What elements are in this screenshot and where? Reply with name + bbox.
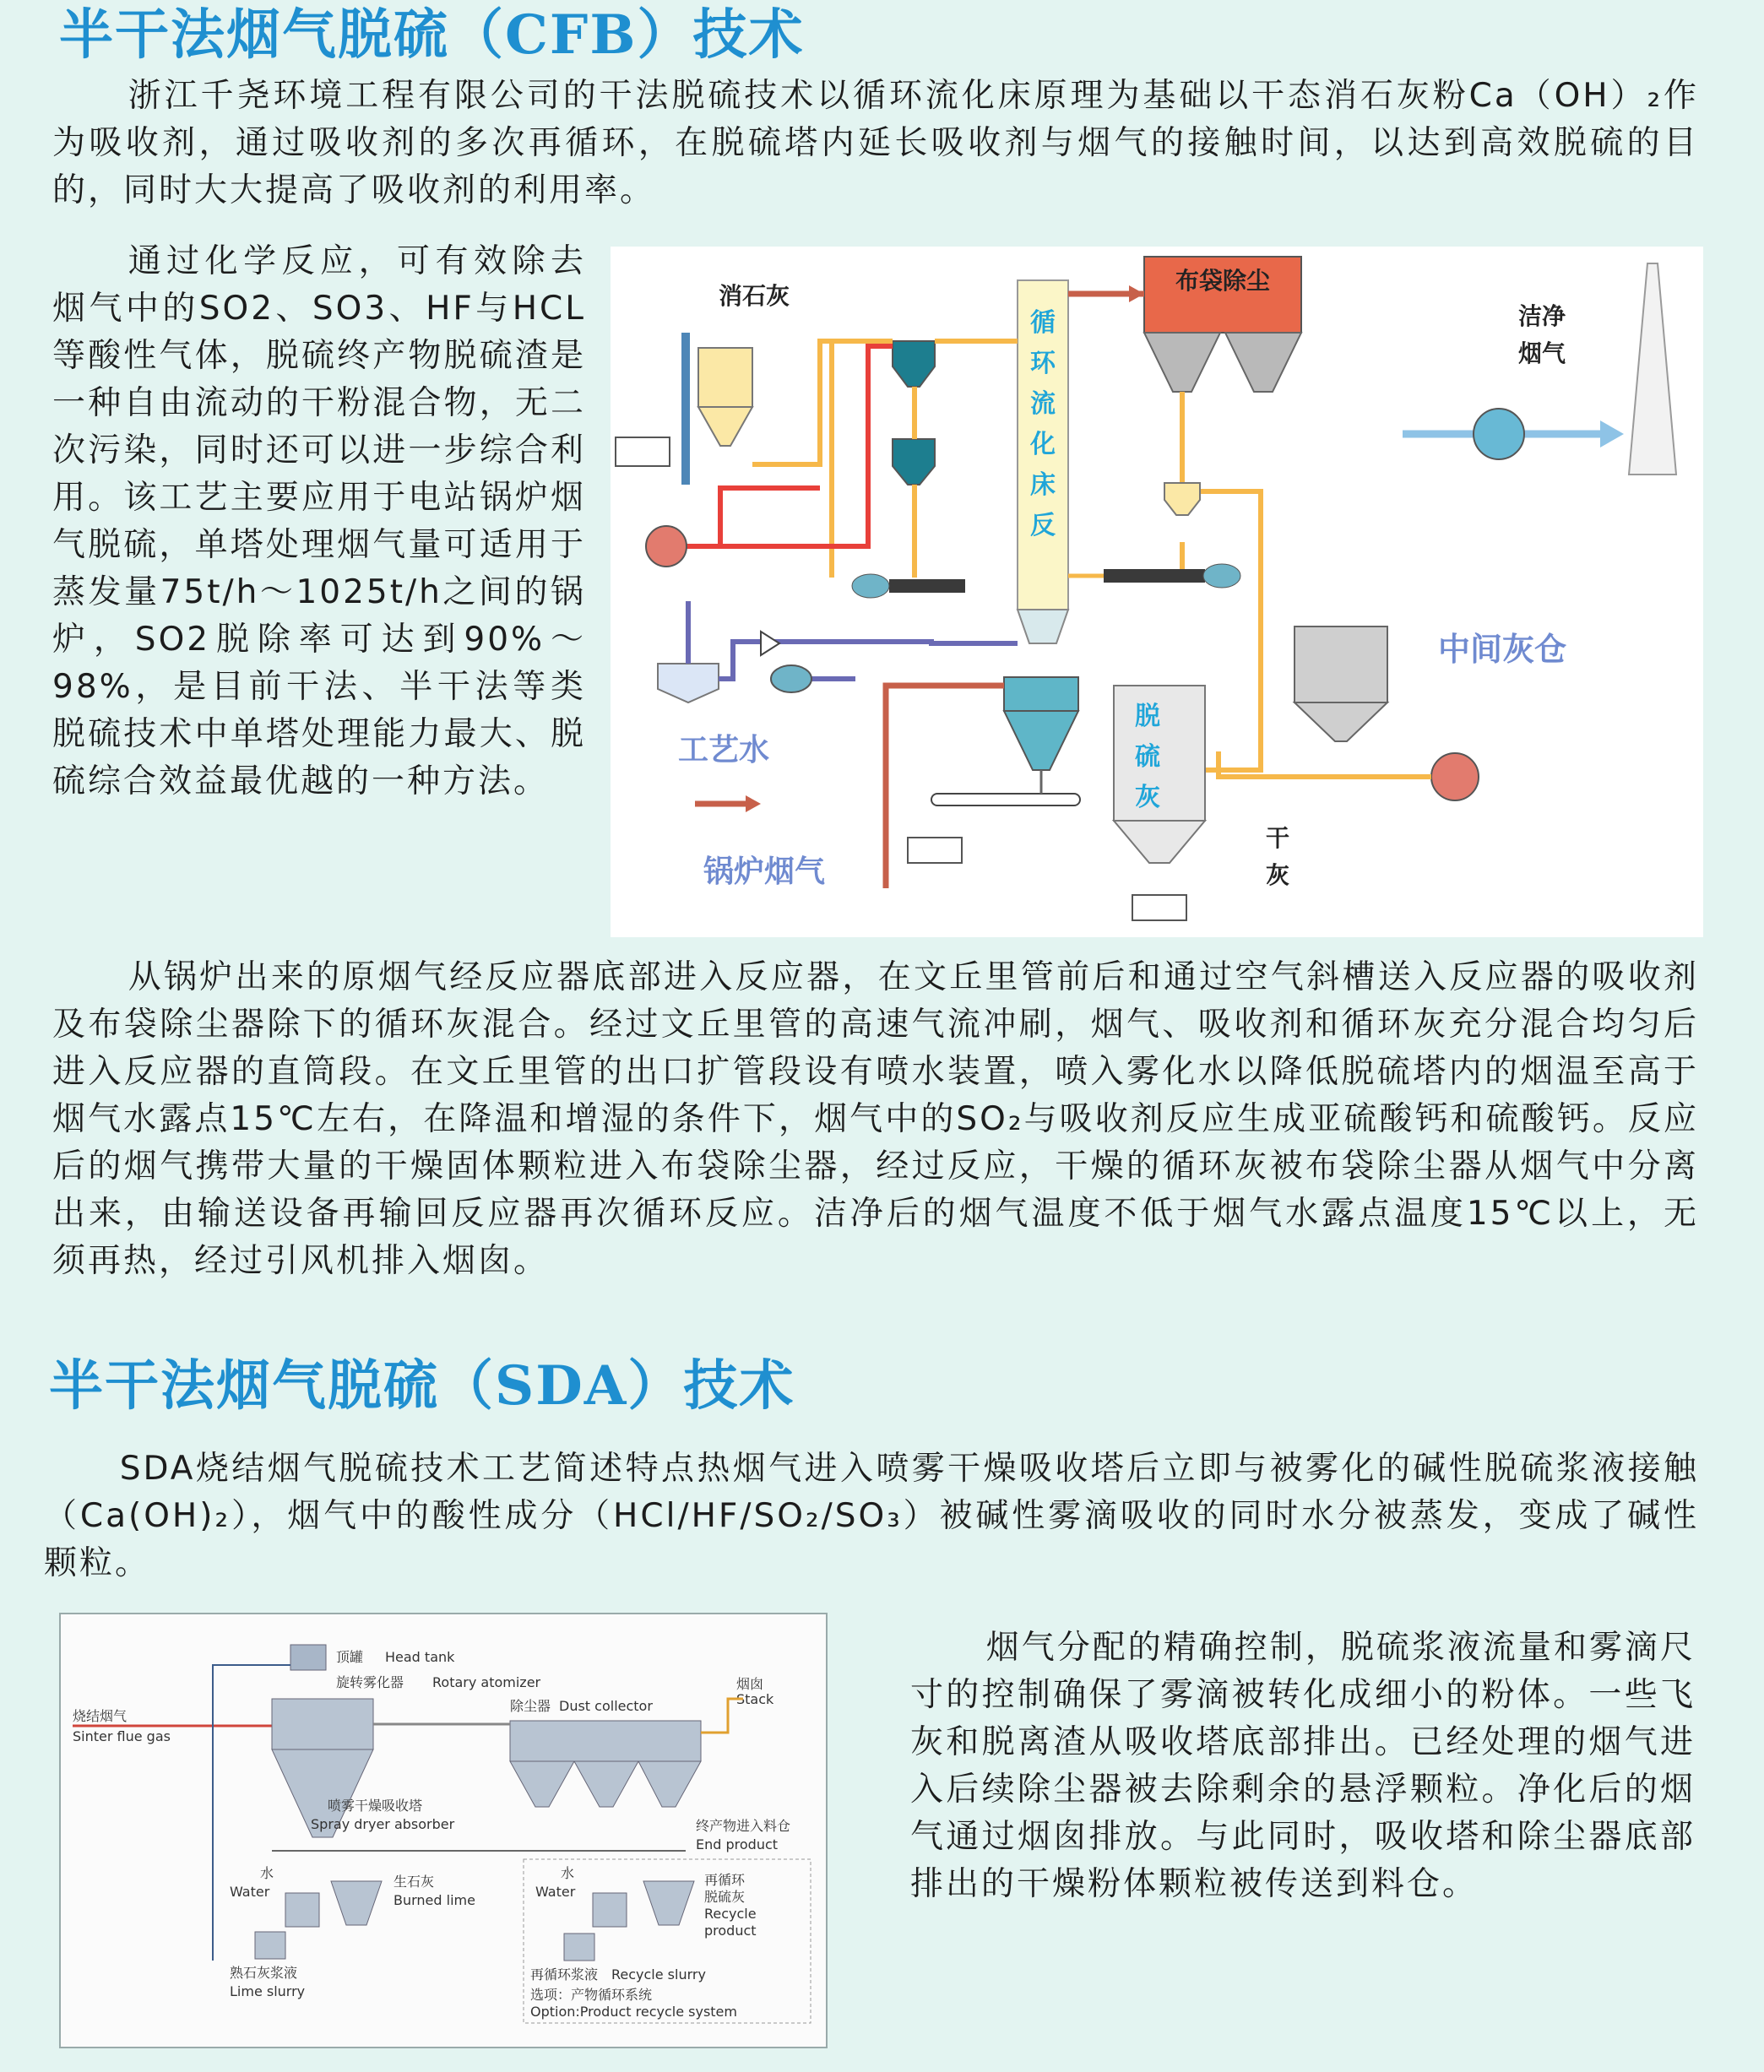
svg-text:烟囱: 烟囱 — [736, 1676, 764, 1692]
clean-gas-label-2: 烟气 — [1518, 339, 1566, 367]
svg-text:灰: 灰 — [1135, 783, 1160, 812]
feed-hopper-2 — [893, 439, 935, 485]
svg-text:循: 循 — [1030, 308, 1056, 338]
stack — [1629, 263, 1676, 475]
svg-text:喷雾干燥吸收塔: 喷雾干燥吸收塔 — [328, 1798, 423, 1814]
svg-text:流: 流 — [1030, 389, 1056, 419]
baghouse-hopper-left — [1144, 333, 1220, 392]
svg-text:Option:Product recycle system: Option:Product recycle system — [530, 2004, 737, 2020]
svg-text:脱硫灰: 脱硫灰 — [704, 1889, 746, 1905]
recycle-slurry-tank — [564, 1934, 594, 1961]
lime-silo-cone — [698, 407, 752, 446]
svg-text:再循环浆液: 再循环浆液 — [530, 1966, 599, 1983]
svg-text:烧结烟气: 烧结烟气 — [73, 1708, 128, 1724]
cyclone-cone — [1004, 711, 1078, 770]
cfb-process-diagram — [611, 247, 1703, 937]
recycle-tank — [593, 1893, 627, 1927]
svg-text:Water: Water — [230, 1884, 270, 1900]
svg-text:End product: End product — [696, 1836, 779, 1852]
induced-fan — [1474, 409, 1524, 459]
sda-intro-paragraph: SDA烧结烟气脱硫技术工艺简述特点热烟气进入喷雾干燥吸收塔后立即与被雾化的碱性脱硫浆液接触（Ca(OH)₂），烟气中的酸性成分（HCl/HF/SO₂/SO₃）被碱性雾滴吸收的同时水分被蒸发，变成了碱性颗粒。 — [44, 1450, 1699, 1582]
feed-hopper-1 — [893, 341, 935, 387]
svg-text:熟石灰浆液: 熟石灰浆液 — [230, 1965, 298, 1981]
ash-bin-label: 中间灰仓 — [1438, 631, 1567, 668]
svg-text:Dust collector: Dust collector — [559, 1698, 653, 1714]
belt-conveyor — [931, 794, 1080, 805]
svg-text:脱: 脱 — [1135, 702, 1160, 731]
svg-text:终产物进入料仓: 终产物进入料仓 — [696, 1818, 791, 1834]
baghouse-label: 布袋除尘 — [1175, 267, 1271, 295]
lime-slurry-tank — [255, 1932, 285, 1959]
svg-text:干: 干 — [1266, 824, 1290, 852]
absorbent-lines — [752, 341, 1018, 578]
ash-truck-1 — [908, 838, 962, 863]
svg-text:水: 水 — [561, 1865, 575, 1881]
svg-text:Rotary atomizer: Rotary atomizer — [432, 1674, 541, 1690]
desulf-ash-label — [1135, 702, 1160, 812]
sda-section-title: 半干法烟气脱硫（SDA）技术 — [49, 1354, 795, 1418]
svg-text:Burned lime: Burned lime — [394, 1892, 475, 1908]
cfb-section-title: 半干法烟气脱硫（CFB）技术 — [59, 3, 805, 67]
clean-gas-label-1: 洁净 — [1518, 302, 1566, 330]
svg-text:旋转雾化器: 旋转雾化器 — [336, 1674, 404, 1690]
process-water-label: 工艺水 — [678, 733, 770, 768]
ash-truck-2 — [1132, 895, 1186, 920]
ash-fan — [1431, 753, 1479, 800]
sda-side-paragraph: 烟气分配的精确控制，脱硫浆液流量和雾滴尺寸的控制确保了雾滴被转化成细小的粉体。一些飞灰和脱离渣从吸收塔底部排出。已经处理的烟气进入后续除尘器被去除剩余的悬浮颗粒。净化后的烟气通过烟囱排放。与此同时，吸收塔和除尘器底部排出的干燥粉体颗粒被传送到料仓。 — [910, 1629, 1696, 1903]
svg-text:Recycle slurry: Recycle slurry — [611, 1966, 706, 1983]
venturi — [1018, 610, 1068, 643]
svg-text:Recycle: Recycle — [704, 1906, 757, 1922]
cfb-side-paragraph: 通过化学反应，可有效除去烟气中的SO2、SO3、HF与HCL等酸性气体，脱硫终产物脱硫渣是一种自由流动的干粉混合物，无二次污染，同时还可以进一步综合利用。该工艺主要应用于电站锅炉烟气脱硫，单塔处理烟气量可适用于蒸发量75t/h～1025t/h之间的锅炉，SO2脱除率可达到90%～98%，是目前干法、半干法等类脱硫技术中单塔处理能力最大、脱硫综合效益最优越的一种方法。 — [52, 242, 586, 800]
lime-truck — [616, 437, 670, 466]
lime-silo — [331, 1881, 382, 1925]
svg-text:再循环: 再循环 — [704, 1872, 746, 1888]
svg-text:Water: Water — [535, 1884, 576, 1900]
screw-conveyor-1 — [889, 579, 965, 593]
svg-text:选项：产物循环系统: 选项：产物循环系统 — [530, 1987, 653, 2003]
water-lines — [688, 601, 1018, 679]
sda-process-diagram — [59, 1613, 828, 2048]
screw-conveyor-2 — [1104, 569, 1205, 583]
dust-collector — [510, 1721, 701, 1761]
svg-text:Spray dryer absorber: Spray dryer absorber — [311, 1816, 455, 1832]
lime-silo-body — [698, 348, 752, 407]
svg-text:硫: 硫 — [1135, 742, 1160, 772]
dry-ash-label — [1266, 824, 1289, 889]
spray-dryer-absorber — [272, 1699, 373, 1749]
mix-tank — [285, 1893, 319, 1927]
head-tank — [290, 1645, 326, 1670]
water-valve — [761, 632, 779, 655]
lime-label: 消石灰 — [719, 282, 790, 310]
svg-text:灰: 灰 — [1266, 861, 1290, 889]
svg-text:Lime slurry: Lime slurry — [230, 1983, 306, 1999]
svg-text:反: 反 — [1030, 511, 1056, 540]
cfb-intro-paragraph: 浙江千尧环境工程有限公司的干法脱硫技术以循环流化床原理为基础以干态消石灰粉Ca（OH）₂作为吸收剂，通过吸收剂的多次再循环，在脱硫塔内延长吸收剂与烟气的接触时间，以达到高效脱硫的目的，同时大大提高了吸收剂的利用率。 — [52, 77, 1699, 209]
recycle-small-hopper — [1164, 483, 1200, 515]
svg-text:Stack: Stack — [736, 1691, 774, 1707]
water-pump — [771, 665, 811, 692]
svg-text:顶罐: 顶罐 — [336, 1649, 364, 1665]
svg-text:床: 床 — [1030, 470, 1056, 500]
cyclone-body — [1004, 677, 1078, 711]
air-fan-left — [646, 526, 687, 567]
svg-text:生石灰: 生石灰 — [394, 1874, 435, 1890]
svg-text:水: 水 — [260, 1865, 274, 1881]
lime-elevator — [681, 333, 690, 485]
cfb-process-paragraph: 从锅炉出来的原烟气经反应器底部进入反应器，在文丘里管前后和通过空气斜槽送入反应器的吸收剂及布袋除尘器除下的循环灰混合。经过文丘里管的高速气流冲刷，烟气、吸收剂和循环灰充分混合均匀后进入反应器的直筒段。在文丘里管的出口扩管段设有喷水装置，喷入雾化水以降低脱硫塔内的烟温至高于烟气水露点15℃左右，在降温和增湿的条件下，烟气中的SO₂与吸收剂反应生成亚硫酸钙和硫酸钙。反应后的烟气携带大量的干燥固体颗粒进入布袋除尘器，经过反应，干燥的循环灰被布袋除尘器从烟气中分离出来，由输送设备再输回反应器再次循环反应。洁净后的烟气温度不低于烟气水露点温度15℃以上，无须再热，经过引风机排入烟囱。 — [52, 958, 1699, 1280]
recycle-silo — [643, 1881, 694, 1925]
svg-text:化: 化 — [1030, 430, 1056, 459]
ash-bin-body — [1295, 626, 1387, 702]
svg-text:Head tank: Head tank — [385, 1649, 455, 1665]
svg-text:环: 环 — [1030, 349, 1056, 378]
water-tank — [658, 664, 719, 702]
svg-text:Sinter flue gas: Sinter flue gas — [73, 1728, 171, 1744]
ash-bin-cone — [1295, 702, 1387, 741]
boiler-gas-label: 锅炉烟气 — [703, 854, 826, 889]
svg-text:除尘器: 除尘器 — [510, 1698, 551, 1714]
svg-text:product: product — [704, 1923, 757, 1939]
baghouse-hopper-right — [1225, 333, 1301, 392]
